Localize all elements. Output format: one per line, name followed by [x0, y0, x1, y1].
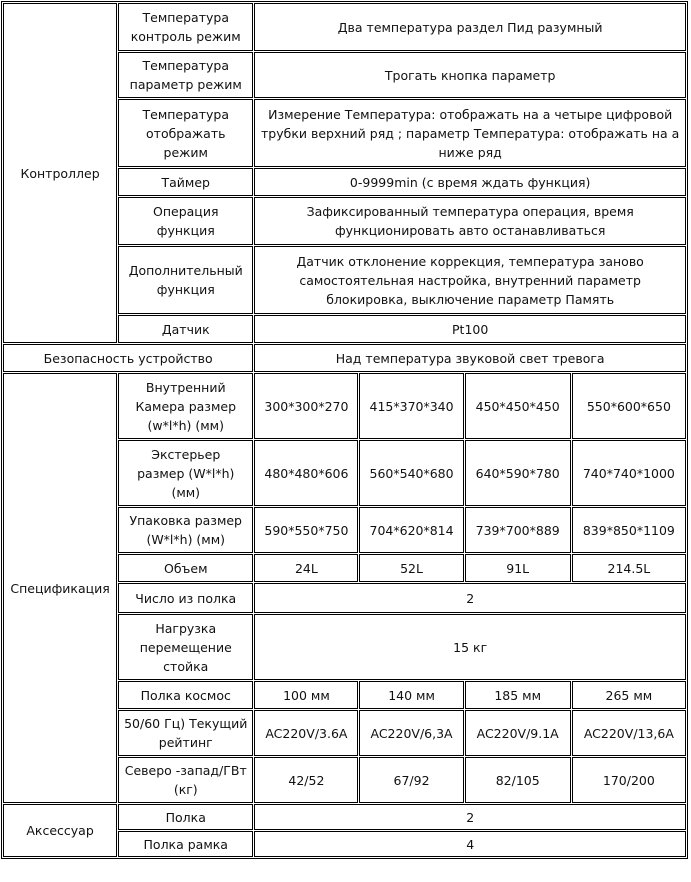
row-value: 214.5L: [572, 554, 686, 582]
row-value: 640*590*780: [465, 440, 571, 506]
row-value: 265 мм: [572, 681, 686, 709]
row-label: Число из полка: [118, 583, 253, 613]
row-value: 415*370*340: [359, 373, 463, 439]
row-label: Температура параметр режим: [118, 52, 253, 98]
row-value: 300*300*270: [254, 373, 358, 439]
row-value: 2: [254, 583, 686, 613]
row-label: Внутренний Камера размер (w*l*h) (мм): [118, 373, 253, 439]
row-label: Дополнительный функция: [118, 246, 253, 314]
row-label: Температура контроль режим: [118, 3, 253, 51]
row-value: 100 мм: [254, 681, 358, 709]
row-value: Pt100: [254, 315, 686, 343]
row-value: 2: [254, 804, 686, 830]
row-label: Нагрузка перемещение стойка: [118, 614, 253, 680]
row-label: Датчик: [118, 315, 253, 343]
row-value: AC220V/13,6A: [572, 710, 686, 756]
row-label: Полка рамка: [118, 831, 253, 857]
row-value: 4: [254, 831, 686, 857]
row-value: 450*450*450: [465, 373, 571, 439]
row-value: 82/105: [465, 757, 571, 803]
row-label: 50/60 Гц) Текущий рейтинг: [118, 710, 253, 756]
row-value: 170/200: [572, 757, 686, 803]
row-label: Операция функция: [118, 197, 253, 245]
row-value: Трогать кнопка параметр: [254, 52, 686, 98]
row-value: 24L: [254, 554, 358, 582]
row-value: 480*480*606: [254, 440, 358, 506]
table-row: [3, 3, 686, 51]
row-label: Полка космос: [118, 681, 253, 709]
row-value: Два температура раздел Пид разумный: [254, 3, 686, 51]
row-value: 185 мм: [465, 681, 571, 709]
row-value: 560*540*680: [359, 440, 463, 506]
row-label: Таймер: [118, 168, 253, 196]
specification-table: [1, 1, 688, 859]
row-value: 839*850*1109: [572, 507, 686, 553]
row-value: Зафиксированный температура операция, время функционировать авто останавливаться: [254, 197, 686, 245]
row-value: 739*700*889: [465, 507, 571, 553]
row-label: Северо -запад/ГВт (кг): [118, 757, 253, 803]
section-label-controller: Контроллер: [3, 3, 117, 343]
section-label-safety: Безопасность устройство: [3, 344, 253, 372]
row-value: AC220V/3.6A: [254, 710, 358, 756]
row-value: Датчик отклонение коррекция, температура заново самостоятельная настройка, внутренний параметр блокировка, выключение параметр Память: [254, 246, 686, 314]
table-row: [3, 373, 686, 439]
row-value: 0-9999min (с время ждать функция): [254, 168, 686, 196]
row-value: 67/92: [359, 757, 463, 803]
row-label: Упаковка размер (W*l*h) (мм): [118, 507, 253, 553]
row-value: AC220V/6,3A: [359, 710, 463, 756]
row-value: 42/52: [254, 757, 358, 803]
row-label: Полка: [118, 804, 253, 830]
row-label: Температура отображать режим: [118, 99, 253, 167]
row-value: 740*740*1000: [572, 440, 686, 506]
row-value: 52L: [359, 554, 463, 582]
row-value: AC220V/9.1A: [465, 710, 571, 756]
row-value: Измерение Температура: отображать на а четыре цифровой трубки верхний ряд ; параметр Температура: отображать на а ниже ряд: [254, 99, 686, 167]
row-value: 91L: [465, 554, 571, 582]
row-value: Над температура звуковой свет тревога: [254, 344, 686, 372]
row-value: 590*550*750: [254, 507, 358, 553]
table-row: [3, 804, 686, 830]
row-value: 550*600*650: [572, 373, 686, 439]
section-label-spec: Спецификация: [3, 373, 117, 803]
table-row: [3, 344, 686, 372]
section-label-accessory: Аксессуар: [3, 804, 117, 857]
row-value: 15 кг: [254, 614, 686, 680]
row-value: 140 мм: [359, 681, 463, 709]
row-label: Объем: [118, 554, 253, 582]
row-label: Экстерьер размер (W*l*h) (мм): [118, 440, 253, 506]
row-value: 704*620*814: [359, 507, 463, 553]
